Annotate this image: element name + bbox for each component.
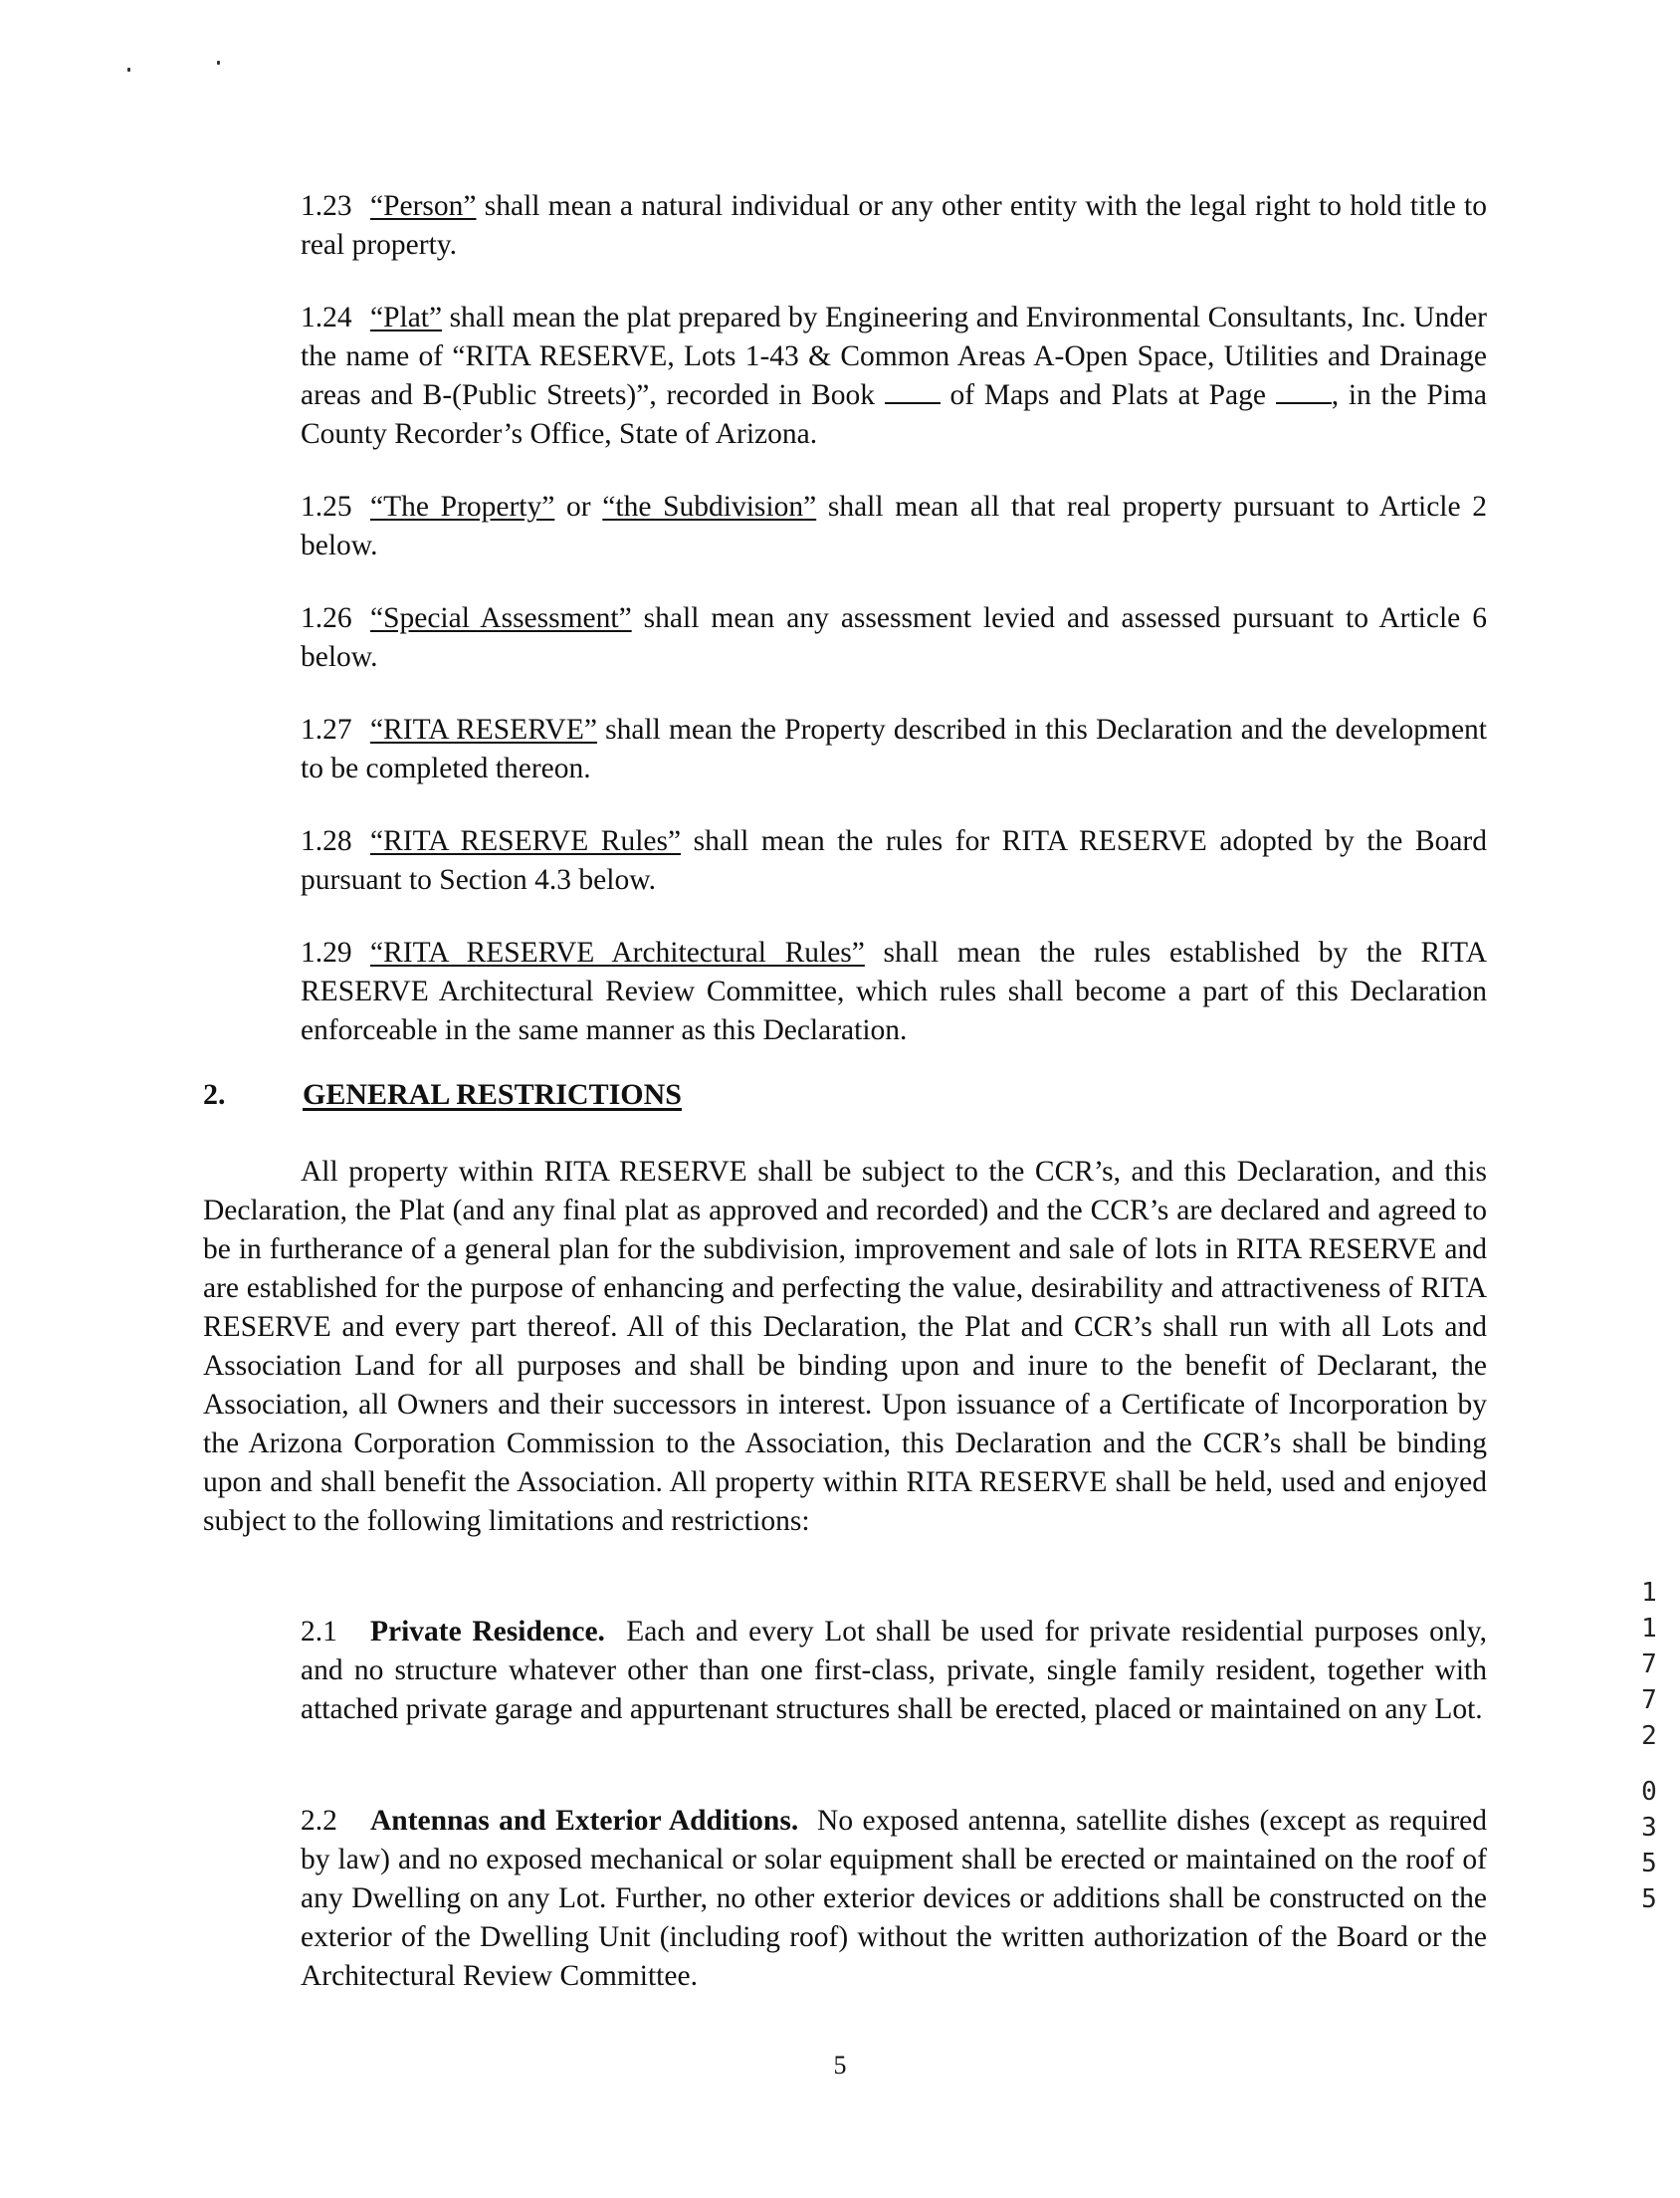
section-title: GENERAL RESTRICTIONS <box>303 1078 682 1111</box>
definition-number: 1.28 <box>301 825 352 857</box>
section-heading <box>203 1075 1099 1115</box>
recording-stamp-top <box>1634 1575 1664 1754</box>
definition-text: shall mean the plat prepared by Engineering and Environmental Consultants, Inc. Under the name of “RITA RESERVE, Lots 1-43 & Common Areas A-Open Space, Utilities and Drainage areas and B-(Public Streets)”, recorded in Book <box>301 302 1487 411</box>
definition-1-29 <box>301 934 1487 1050</box>
defined-term: “Special Assessment” <box>370 602 632 634</box>
definition-1-26 <box>301 599 1487 677</box>
definition-text: shall mean any assessment levied and assessed pursuant to Article 6 below. <box>301 602 1487 673</box>
subsection-title: Private Residence <box>370 1616 598 1648</box>
subsection-title: Antennas and Exterior Additions <box>370 1805 791 1837</box>
subsection-text: No exposed antenna, satellite dishes (except as required by law) and no exposed mechanical or solar equipment shall be erected or maintained on the roof of any Dwelling on any Lot. Further, no other exterior devices or additions shall be constructed on the exterior of the Dwelling Unit (including roof) without the written authorization of the Board or the Architectural Review Committee. <box>301 1805 1488 1992</box>
subsection-2-2: 2.2 Antennas and Exterior Additions. No exposed antenna, satellite dishes (except as required by law) and no exposed mechanical or solar equipment shall be erected or maintained on the roof of any Dwelling on any Lot. Further, no other exterior devices or additions shall be constructed on the exterior of the Dwelling Unit (including roof) without the written authorization of the Board or the Architectural Review Committee. <box>301 1802 1487 1996</box>
scan-speck-left <box>127 68 130 72</box>
recording-stamp-bottom <box>1634 1774 1664 1917</box>
definition-text: shall mean the rules for RITA RESERVE adopted by the Board pursuant to Section 4.3 below. <box>301 825 1487 896</box>
section-intro-paragraph: All property within RITA RESERVE shall be subject to the CCR’s, and this Declaration, and this Declaration, the Plat (and any final plat as approved and recorded) and the CCR’s are declared and agreed to be in furtherance of a general plan for the subdivision, improvement and sale of lots in RITA RESERVE and are established for the purpose of enhancing and perfecting the value, desirability and attractiveness of RITA RESERVE and every part thereof. All of this Declaration, the Plat and CCR’s shall run with all Lots and Association Land for all purposes and shall be binding upon and inure to the benefit of Declarant, the Association, all Owners and their successors in interest. Upon issuance of a Certificate of Incorporation by the Arizona Corporation Commission to the Association, this Declaration and the CCR’s shall be binding upon and shall benefit the Association. All property within RITA RESERVE shall be held, used and enjoyed subject to the following limitations and restrictions: <box>203 1156 1487 1537</box>
stamp-digit: 3 <box>1641 1813 1657 1843</box>
definition-1-24 <box>301 299 1487 454</box>
stamp-digit: 0 <box>1641 1777 1657 1807</box>
stamp-digit: 5 <box>1641 1849 1657 1878</box>
stamp-digit: 7 <box>1641 1649 1657 1679</box>
definition-1-23 <box>301 187 1487 265</box>
page-number: 5 <box>833 2051 847 2080</box>
definition-text: , in the Pima County Recorder’s Office, State of Arizona. <box>301 379 1487 450</box>
stamp-digit: 2 <box>1641 1721 1657 1751</box>
subsection-number: 2.2 <box>301 1805 337 1837</box>
defined-term: “Plat” <box>370 302 443 333</box>
definition-number: 1.23 <box>301 190 352 222</box>
page-number-blank <box>1276 376 1332 404</box>
definition-text: shall mean a natural individual or any other entity with the legal right to hold title to real property. <box>301 190 1488 261</box>
stamp-digit: 1 <box>1641 1614 1657 1644</box>
definition-connector: or <box>566 491 591 523</box>
stamp-digit: 1 <box>1641 1578 1657 1608</box>
definition-number: 1.25 <box>301 491 352 523</box>
definition-1-25 <box>301 488 1487 565</box>
defined-term: “Person” <box>370 190 477 222</box>
definition-1-27 <box>301 711 1487 788</box>
definition-number: 1.24 <box>301 302 352 333</box>
scan-speck-right <box>217 61 220 65</box>
definition-1-28 <box>301 822 1487 900</box>
defined-term: “RITA RESERVE Architectural Rules” <box>370 937 865 969</box>
book-number-blank <box>885 376 941 404</box>
subsection-number: 2.1 <box>301 1616 337 1648</box>
stamp-digit: 5 <box>1641 1884 1657 1914</box>
section-number: 2. <box>203 1078 226 1111</box>
definition-text: of Maps and Plats at Page <box>949 379 1266 411</box>
definition-text: shall mean the rules established by the RITA RESERVE Architectural Review Committee, which rules shall become a part of this Declaration enforceable in the same manner as this Declaration. <box>301 937 1487 1046</box>
subsection-2-1: 2.1 Private Residence. Each and every Lot shall be used for private residential purposes only, and no structure whatever other than one first-class, private, single family resident, together with attached private garage and appurtenant structures shall be erected, placed or maintained on any Lot. <box>301 1613 1487 1729</box>
defined-term: “the Subdivision” <box>602 491 817 523</box>
stamp-digit: 7 <box>1641 1685 1657 1715</box>
definition-number: 1.27 <box>301 714 352 746</box>
defined-term: “The Property” <box>370 491 555 523</box>
definition-text: shall mean all that real property pursuant to Article 2 below. <box>301 491 1488 561</box>
defined-term: “RITA RESERVE” <box>370 714 597 746</box>
definition-number: 1.29 <box>301 937 352 969</box>
definition-number: 1.26 <box>301 602 352 634</box>
definition-text: shall mean the Property described in this Declaration and the development to be completed thereon. <box>301 714 1488 784</box>
defined-term: “RITA RESERVE Rules” <box>370 825 682 857</box>
subsection-text: Each and every Lot shall be used for private residential purposes only, and no structure whatever other than one first-class, private, single family resident, together with attached private garage and appurtenant structures shall be erected, placed or maintained on any Lot. <box>301 1616 1487 1725</box>
